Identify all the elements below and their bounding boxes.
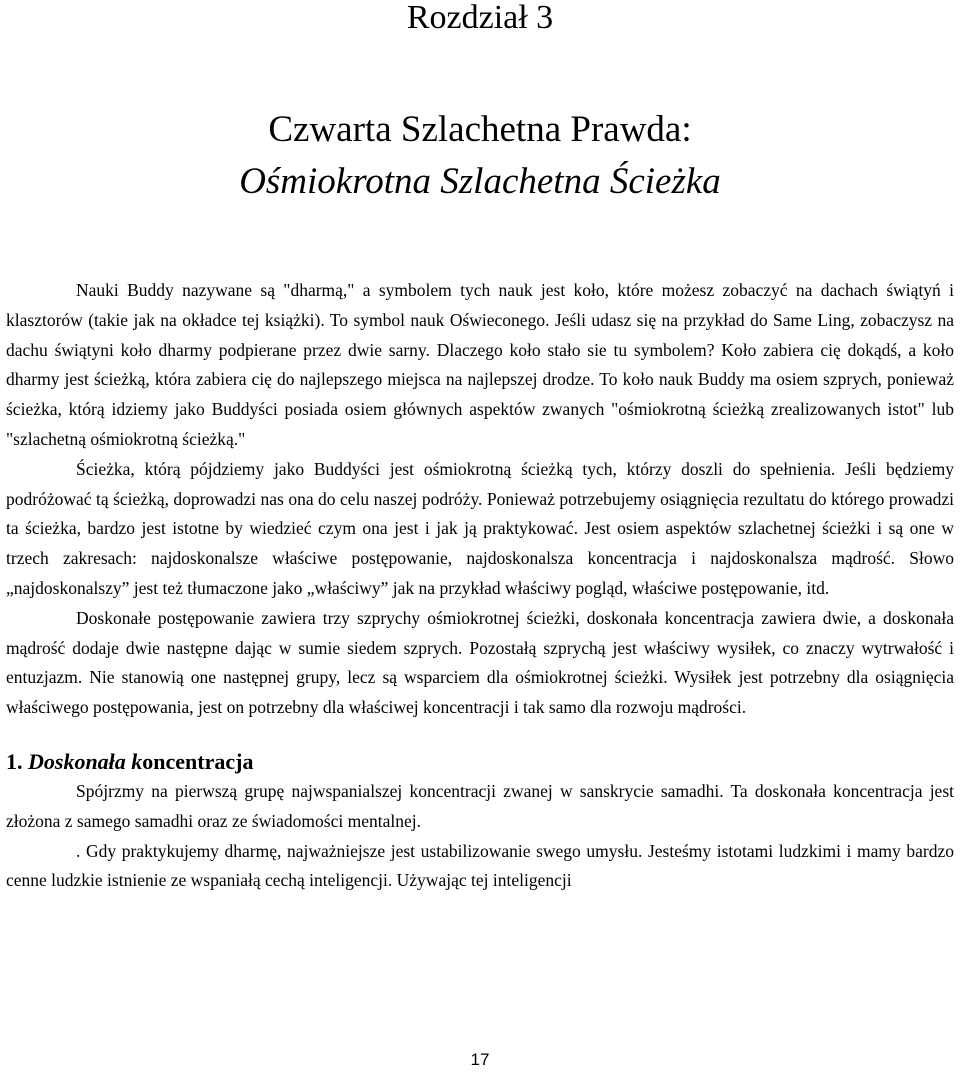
title-line-2: Ośmiokrotna Szlachetna Ścieżka (239, 161, 721, 202)
body-text (6, 276, 954, 896)
paragraph-5: . Gdy praktykujemy dharmę, najważniejsze jest ustabilizowanie swego umysłu. Jesteśmy istotami ludzkimi i mamy bardzo cenne ludzkie istnienie ze wspaniałą cechą inteligencji. Używając tej inteligencji (6, 840, 954, 891)
section-title-italic: Doskonała k (28, 748, 143, 774)
section-title-rest: oncentracja (142, 748, 254, 774)
title-line-1: Czwarta Szlachetna Prawda: (268, 109, 692, 150)
section-number: 1. (6, 748, 23, 774)
section-heading (6, 747, 954, 777)
page-number: 17 (470, 1050, 490, 1069)
chapter-heading: Rozdział 3 (406, 0, 554, 36)
paragraph-2: Ścieżka, którą pójdziemy jako Buddyści jest ośmiokrotną ścieżką tych, którzy doszli do spełnienia. Jeśli będziemy podróżować tą ścieżką, doprowadzi nas ona do celu naszej podróży. Ponieważ potrzebujemy osiągnięcia rezultatu do którego prowadzi ta ścieżka, bardzo jest istotne by wiedzieć czym ona jest i jak ją praktykować. Jest osiem aspektów szlachetnej ścieżki i są one w trzech zakresach: najdoskonalsze właściwe postępowanie, najdoskonalsza koncentracja i najdoskonalsza mądrość. Słowo „najdoskonalszy” jest też tłumaczone jako „właściwy” jak na przykład właściwy pogląd, właściwe postępowanie, itd. (6, 458, 954, 598)
paragraph-3: Doskonałe postępowanie zawiera trzy szprychy ośmiokrotnej ścieżki, doskonała koncentracja zawiera dwie, a doskonała mądrość dodaje dwie następne dając w sumie siedem szprych. Pozostałą szprychą jest właściwy wysiłek, co znaczy wytrwałość i entuzjazm. Nie stanowią one następnej grupy, lecz są wsparciem dla ośmiokrotnej ścieżki. Wysiłek jest potrzebny dla osiągnięcia właściwego postępowania, jest on potrzebny dla właściwej koncentracji i tak samo dla rozwoju mądrości. (6, 607, 954, 718)
paragraph-4: Spójrzmy na pierwszą grupę najwspanialszej koncentracji zwanej w sanskrycie samadhi. Ta doskonała koncentracja jest złożona z samego samadhi oraz ze świadomości mentalnej. (6, 780, 954, 831)
paragraph-1-part-b: To koło nauk Buddy ma osiem szprych, ponieważ ścieżka, którą idziemy jako Buddyści posiada osiem głównych aspektów zwanych "ośmiokrotną ścieżką zrealizowanych istot" lub "szlachetną ośmiokrotną ścieżką." (6, 369, 955, 449)
paragraph-1 (6, 276, 954, 455)
paragraph-1-part-a: Nauki Buddy nazywane są "dharmą," a symbolem tych nauk jest koło, które możesz zobaczyć na dachach świątyń i klasztorów (takie jak na okładce tej książki). To symbol nauk Oświeconego. Jeśli udasz się na przykład do Same Ling, zobaczysz na dachu świątyni koło dharmy podpierane przez dwie sarny. Dlaczego koło stało sie tu symbolem? Koło zabiera cię dokądś, a koło dharmy jest ścieżką, która zabiera cię do najlepszego miejsca na najlepszej drodze. (6, 280, 954, 390)
